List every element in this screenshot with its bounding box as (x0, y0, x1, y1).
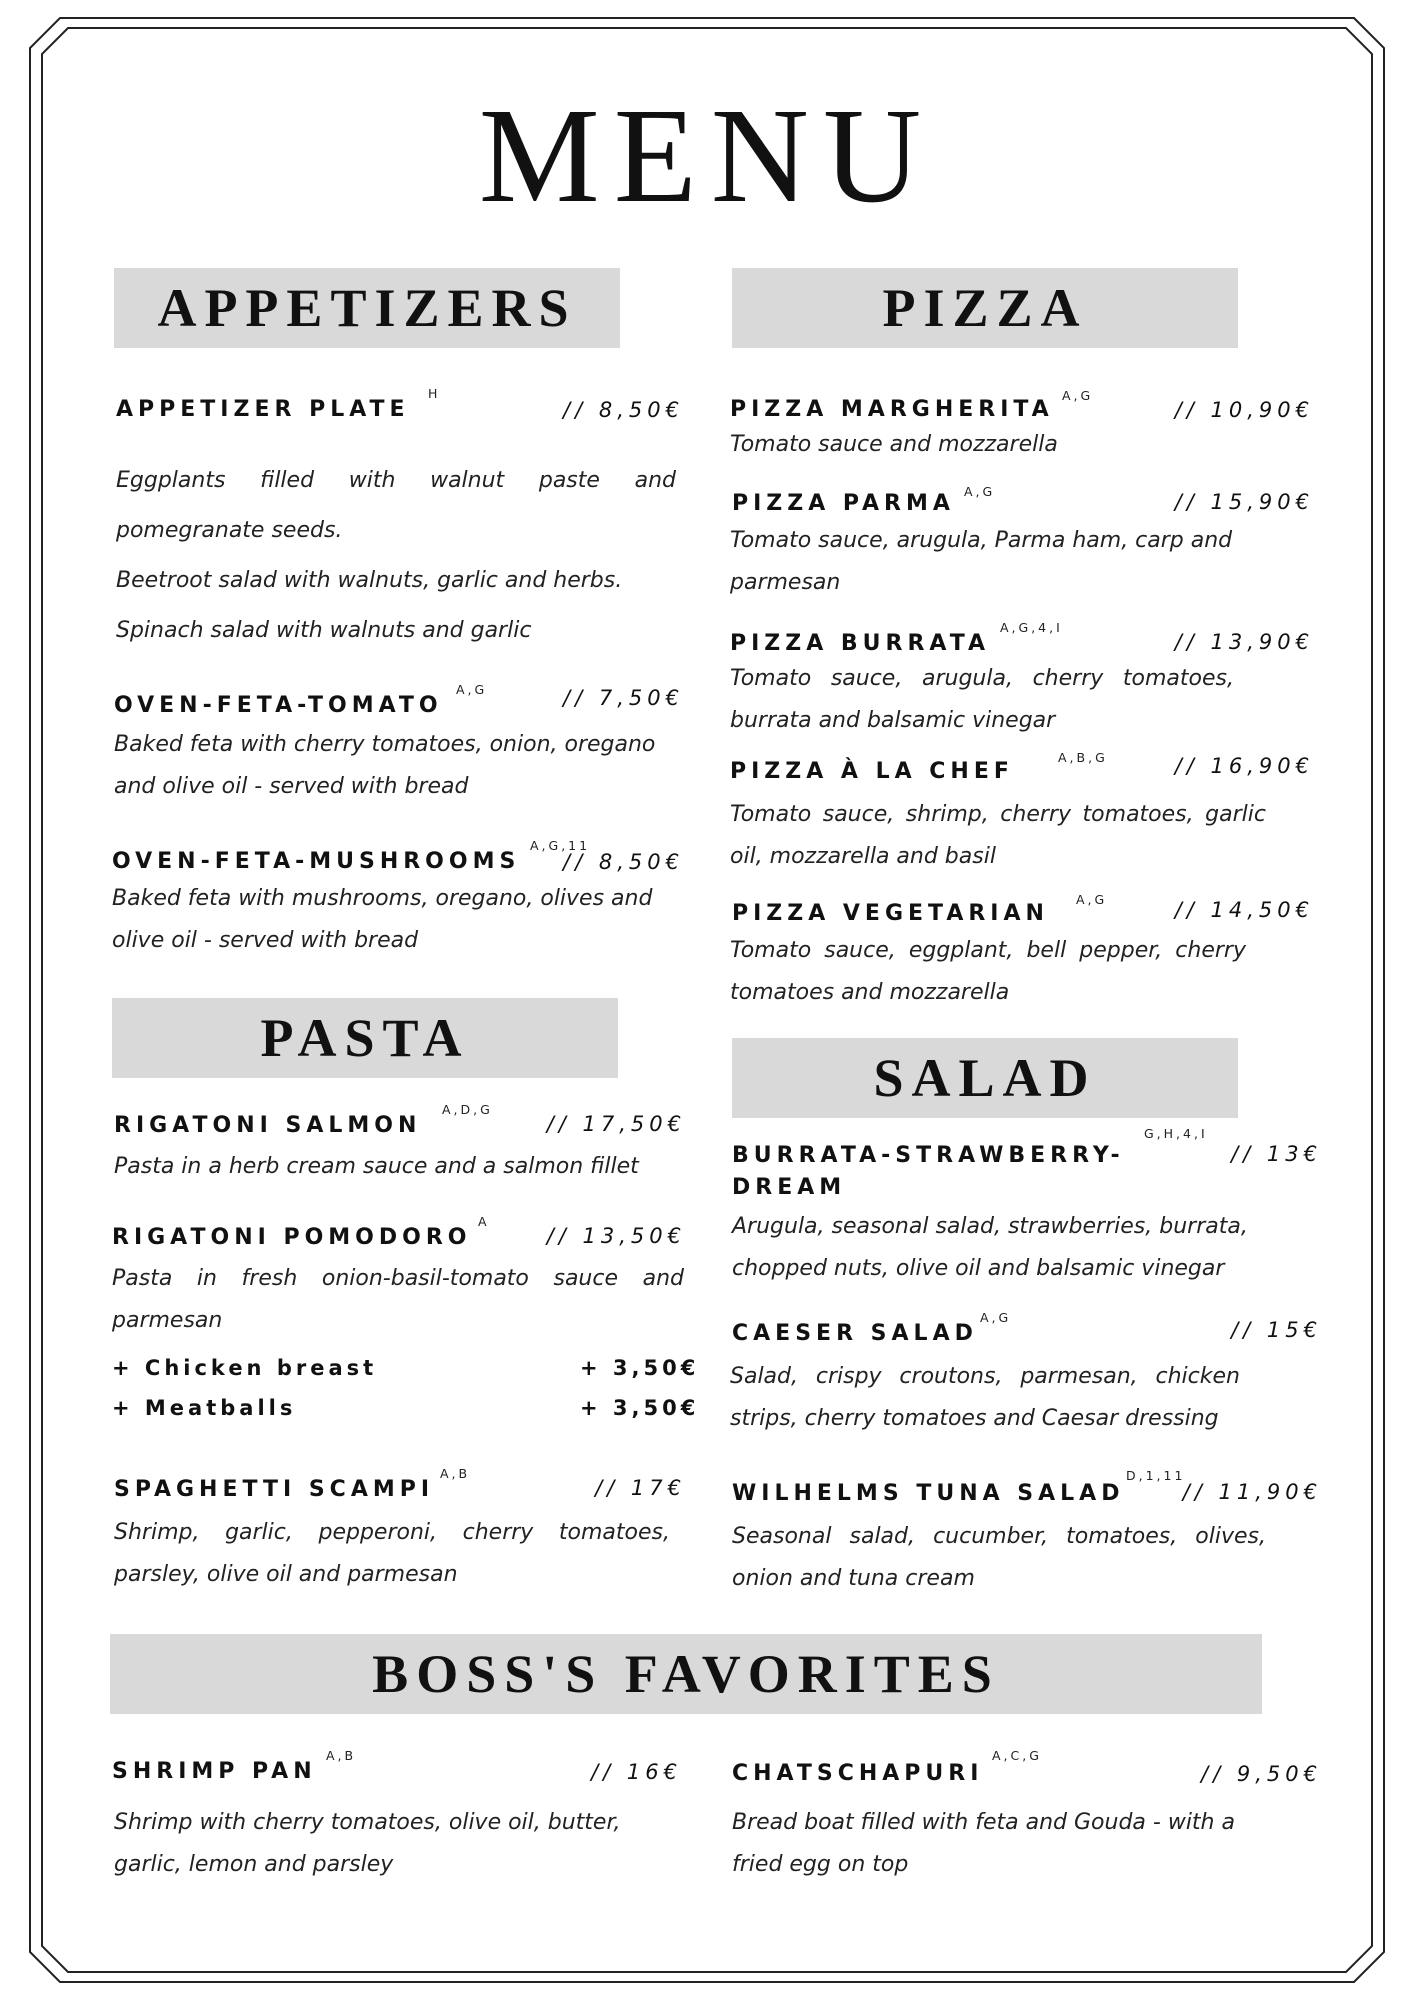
description-line: Shrimp with cherry tomatoes, olive oil, butter, (114, 1810, 621, 1835)
extra-option-price: + 3,50€ (580, 1396, 700, 1420)
item-price: // 10,90€ (1174, 398, 1314, 422)
allergen-codes: A,G (1076, 892, 1108, 907)
item-description (730, 930, 1246, 1014)
item-name: PIZZA VEGETARIAN (732, 901, 1049, 926)
item-name: SPAGHETTI SCAMPI (114, 1477, 435, 1502)
description-line: Tomato sauce and mozzarella (730, 432, 1058, 457)
allergen-codes: A,G,4,I (1000, 620, 1063, 635)
description-line: Pasta in fresh onion-basil-tomato sauce and (112, 1266, 684, 1291)
description-line: parmesan (112, 1308, 223, 1333)
description-line: Shrimp, garlic, pepperoni, cherry tomatoes, (114, 1520, 670, 1545)
description-line: Seasonal salad, cucumber, tomatoes, olives, (732, 1524, 1266, 1549)
item-name: RIGATONI POMODORO (112, 1225, 472, 1250)
description-line: Pasta in a herb cream sauce and a salmon fillet (114, 1154, 639, 1179)
item-description (112, 878, 652, 962)
item-name: PIZZA À LA CHEF (730, 759, 1014, 784)
allergen-codes: A,G,11 (530, 838, 591, 853)
item-price: // 11,90€ (1182, 1480, 1322, 1504)
allergen-codes: H (428, 386, 441, 401)
item-name: APPETIZER PLATE (116, 397, 410, 422)
item-name-continued: DREAM (732, 1175, 847, 1200)
section-appetizers: APPETIZERS (114, 268, 620, 348)
extra-option-label: + Chicken breast (112, 1356, 378, 1380)
extra-option-price: + 3,50€ (580, 1356, 700, 1380)
item-price: // 15€ (1231, 1318, 1322, 1342)
item-price: // 7,50€ (563, 686, 684, 710)
description-line: Baked feta with cherry tomatoes, onion, oregano (114, 732, 656, 757)
item-name: CHATSCHAPURI (732, 1761, 984, 1786)
section-pasta: PASTA (112, 998, 618, 1078)
allergen-codes: A,C,G (992, 1748, 1042, 1763)
description-line: Salad, crispy croutons, parmesan, chicken (730, 1364, 1240, 1389)
description-line: oil, mozzarella and basil (730, 844, 996, 869)
section-boss-favorites: BOSS'S FAVORITES (110, 1634, 1262, 1714)
description-line: Arugula, seasonal salad, strawberries, burrata, (732, 1214, 1248, 1239)
item-price: // 15,90€ (1174, 490, 1314, 514)
description-line: parmesan (730, 570, 841, 595)
description-line: onion and tuna cream (732, 1566, 975, 1591)
item-description (730, 520, 1232, 604)
item-description (112, 1258, 684, 1342)
section-salad: SALAD (732, 1038, 1238, 1118)
description-line: Tomato sauce, arugula, Parma ham, carp and (730, 528, 1233, 553)
description-line: Eggplants filled with walnut paste and (116, 468, 676, 493)
description-line: garlic, lemon and parsley (114, 1852, 394, 1877)
allergen-codes: G,H,4,I (1144, 1126, 1208, 1141)
description-line: parsley, olive oil and parmesan (114, 1562, 458, 1587)
item-name: PIZZA PARMA (732, 491, 955, 516)
item-description (114, 724, 655, 808)
description-line: strips, cherry tomatoes and Caesar dressing (730, 1406, 1219, 1431)
allergen-codes: A,B (440, 1466, 471, 1481)
item-price: // 16€ (591, 1760, 682, 1784)
description-line: Tomato sauce, eggplant, bell pepper, cherry (730, 938, 1246, 963)
allergen-codes: D,1,11 (1126, 1468, 1186, 1483)
item-name: OVEN-FETA-MUSHROOMS (112, 849, 521, 874)
menu-title: MENU (478, 81, 936, 231)
item-price: // 13€ (1231, 1142, 1322, 1166)
allergen-codes: A (478, 1214, 490, 1229)
item-name: SHRIMP PAN (112, 1759, 317, 1784)
item-description (730, 794, 1266, 878)
item-description (732, 1206, 1248, 1290)
item-description (114, 1802, 620, 1886)
allergen-codes: A,G (456, 682, 488, 697)
item-name: PIZZA BURRATA (730, 631, 991, 656)
item-name: RIGATONI SALMON (114, 1113, 422, 1138)
item-description (730, 424, 1058, 466)
item-name: BURRATA-STRAWBERRY- (732, 1143, 1125, 1168)
allergen-codes: A,D,G (442, 1102, 493, 1117)
item-price: // 13,90€ (1174, 630, 1314, 654)
item-price: // 8,50€ (563, 398, 684, 422)
item-price: // 17,50€ (546, 1112, 686, 1136)
item-price: // 16,90€ (1174, 754, 1314, 778)
item-name: WILHELMS TUNA SALAD (732, 1481, 1125, 1506)
item-price: // 14,50€ (1174, 898, 1314, 922)
allergen-codes: A,B,G (1058, 750, 1108, 765)
item-description (116, 456, 676, 656)
description-line: chopped nuts, olive oil and balsamic vinegar (732, 1256, 1225, 1281)
description-line: Bread boat filled with feta and Gouda - with a (732, 1810, 1235, 1835)
allergen-codes: A,G (964, 484, 996, 499)
allergen-codes: A,B (326, 1748, 357, 1763)
description-line: fried egg on top (732, 1852, 909, 1877)
item-description (114, 1146, 639, 1188)
item-name: PIZZA MARGHERITA (730, 397, 1054, 422)
allergen-codes: A,G (980, 1310, 1012, 1325)
extra-option-label: + Meatballs (112, 1396, 297, 1420)
description-line: and olive oil - served with bread (114, 774, 469, 799)
item-name: CAESER SALAD (732, 1321, 978, 1346)
item-description (730, 658, 1234, 742)
item-price: // 13,50€ (546, 1224, 686, 1248)
item-description (730, 1356, 1240, 1440)
description-line: Spinach salad with walnuts and garlic (116, 618, 532, 643)
section-pizza: PIZZA (732, 268, 1238, 348)
item-price: // 9,50€ (1201, 1762, 1322, 1786)
description-line: burrata and balsamic vinegar (730, 708, 1056, 733)
allergen-codes: A,G (1062, 388, 1094, 403)
description-line: tomatoes and mozzarella (730, 980, 1010, 1005)
description-line: pomegranate seeds. (116, 518, 343, 543)
item-description (732, 1516, 1266, 1600)
item-price: // 8,50€ (563, 850, 684, 874)
description-line: Tomato sauce, arugula, cherry tomatoes, (730, 666, 1234, 691)
item-price: // 17€ (595, 1476, 686, 1500)
description-line: Baked feta with mushrooms, oregano, olives and (112, 886, 653, 911)
item-description (732, 1802, 1235, 1886)
item-description (114, 1512, 670, 1596)
description-line: Beetroot salad with walnuts, garlic and herbs. (116, 568, 623, 593)
description-line: olive oil - served with bread (112, 928, 419, 953)
description-line: Tomato sauce, shrimp, cherry tomatoes, garlic (730, 802, 1266, 827)
item-name: OVEN-FETA-TOMATO (114, 693, 443, 718)
